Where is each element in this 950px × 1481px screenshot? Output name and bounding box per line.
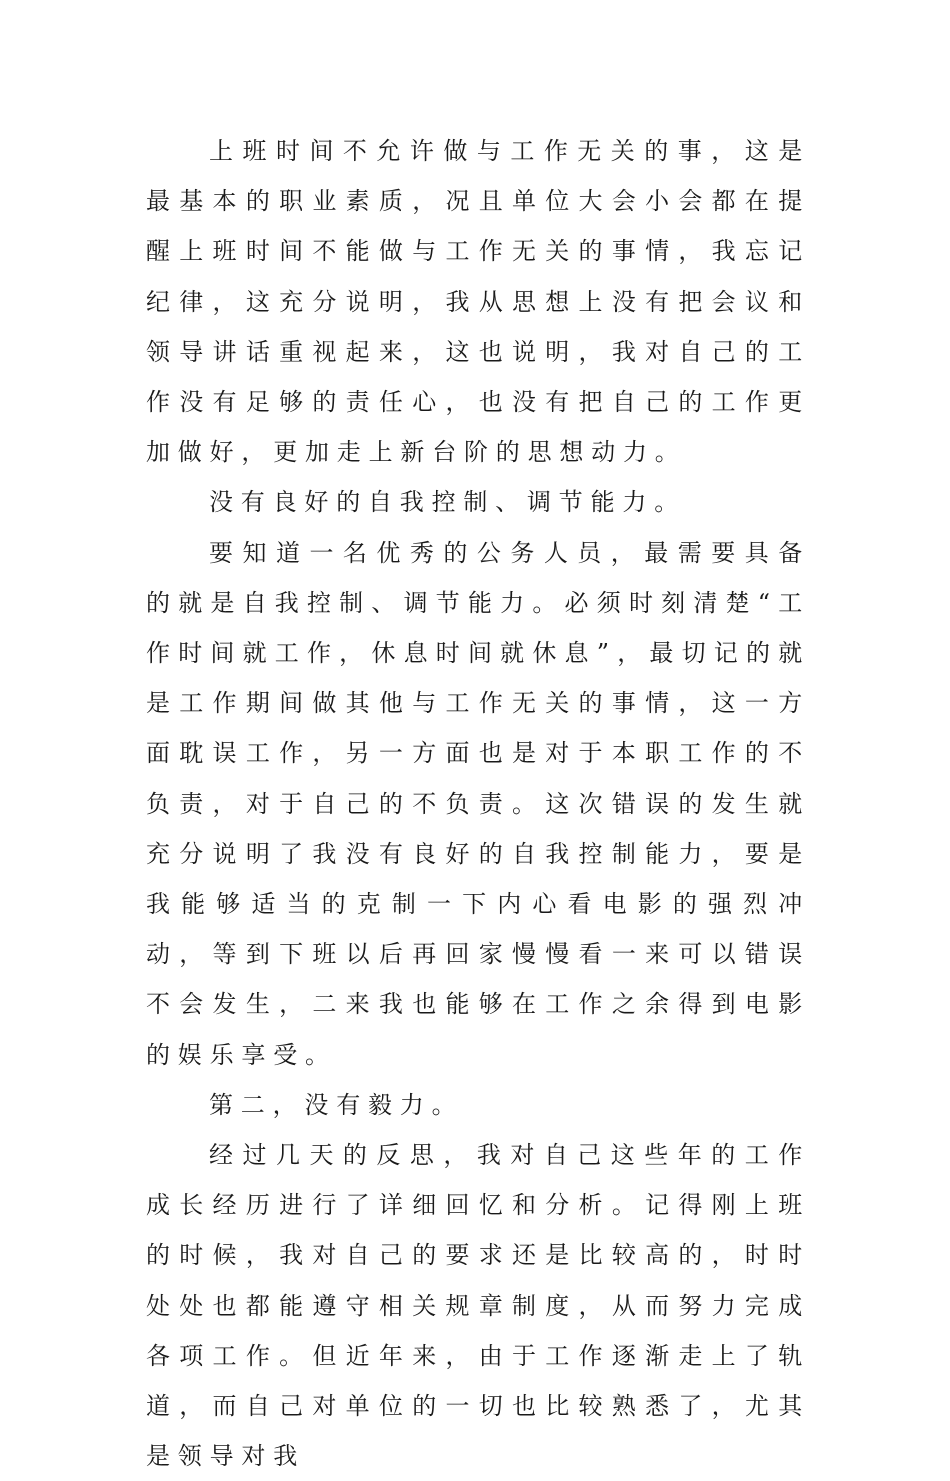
document-body	[146, 126, 810, 1481]
paragraph: 没有良好的自我控制、调节能力。	[209, 488, 686, 517]
paragraph: 上班时间不允许做与工作无关的事，这是最基本的职业素质，况且单位大会小会都在提醒上班时间不能做与工作无关的事情，我忘记纪律，这充分说明，我从思想上没有把会议和领导讲话重视起来，这也说明，我对自己的工作没有足够的责任心，也没有把自己的工作更加做好，更加走上新台阶的思想动力。	[146, 137, 810, 467]
paragraph: 经过几天的反思，我对自己这些年的工作成长经历进行了详细回忆和分析。记得刚上班的时候，我对自己的要求还是比较高的，时时处处也都能遵守相关规章制度，从而努力完成各项工作。但近年来，由于工作逐渐走上了轨道，而自己对单位的一切也比较熟悉了，尤其是领导对我	[146, 1141, 810, 1471]
paragraph: 要知道一名优秀的公务人员，最需要具备的就是自我控制、调节能力。必须时刻清楚“工作时间就工作，休息时间就休息”，最切记的就是工作期间做其他与工作无关的事情，这一方面耽误工作，另一方面也是对于本职工作的不负责，对于自己的不负责。这次错误的发生就充分说明了我没有良好的自我控制能力，要是我能够适当的克制一下内心看电影的强烈冲动，等到下班以后再回家慢慢看一来可以错误不会发生，二来我也能够在工作之余得到电影的娱乐享受。	[146, 538, 810, 1069]
paragraph: 第二，没有毅力。	[209, 1090, 464, 1119]
